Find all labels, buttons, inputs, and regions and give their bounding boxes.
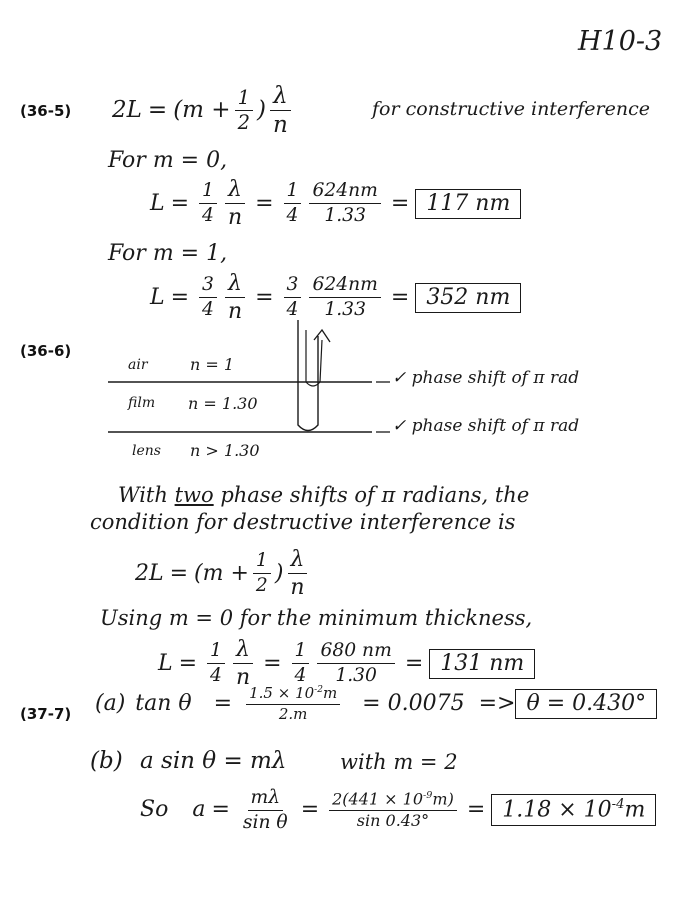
reflected-ray-outer bbox=[306, 330, 322, 386]
equals: = bbox=[170, 284, 190, 310]
tan-fraction: $\frac{1.5 \times 10^{-2}m}{2.m}$ bbox=[246, 686, 340, 723]
destructive-text-line1: With two phase shifts of π radians, the bbox=[118, 483, 530, 507]
lambda-over-n: $\frac{\lambda}{n}$ bbox=[225, 178, 245, 229]
using-m0-text: Using m = 0 for the minimum thickness, bbox=[100, 606, 533, 630]
var-L: L bbox=[150, 190, 165, 216]
equation-destructive: 2L = (m + $\frac{1}{2}$ ) $\frac{\lambda}{n}$ bbox=[135, 548, 312, 599]
three-quarter-fraction: $\frac{3}{4}$ bbox=[199, 275, 217, 319]
quarter-fraction: $\frac{1}{4}$ bbox=[207, 641, 225, 685]
m0-label: For m = 0, bbox=[108, 148, 228, 173]
wavelength-fraction: $\frac{624nm}{1.33}$ bbox=[309, 181, 380, 225]
three-quarter-fraction: $\frac{3}{4}$ bbox=[284, 275, 302, 319]
answer-box-36-6: 131 nm bbox=[429, 649, 535, 679]
layer-lens-index: n > 1.30 bbox=[190, 441, 260, 460]
part-a-label: (a) bbox=[95, 691, 126, 717]
equals: = bbox=[390, 284, 410, 310]
lambda-over-n: $\frac{\lambda}{n}$ bbox=[270, 84, 291, 137]
problem-label-36-5: (36-5) bbox=[20, 102, 72, 120]
lambda-over-n: $\frac{\lambda}{n}$ bbox=[233, 638, 253, 689]
constructive-note: for constructive interference bbox=[372, 98, 650, 120]
equals: = bbox=[170, 190, 190, 216]
equation-m0 bbox=[150, 178, 521, 229]
quarter-fraction: $\frac{1}{4}$ bbox=[284, 181, 302, 225]
reflected-ray-inner bbox=[298, 320, 318, 431]
eq-equals: = bbox=[147, 97, 168, 124]
part-b-label: (b) bbox=[90, 748, 123, 774]
half-fraction: $\frac{1}{2}$ bbox=[235, 88, 253, 134]
equation-part-b: So a = $\frac{m\lambda}{\text{sin θ}}$ = $\frac{2(441 \times 10^{-9}m)}{\sin 0.43^\circ}$ = $1.18 \times 10^{-4}m$ bbox=[140, 788, 656, 832]
lambda-over-n: $\frac{\lambda}{n}$ bbox=[225, 272, 245, 323]
answer-box-m0: 117 nm bbox=[415, 189, 521, 219]
page-id: H10-3 bbox=[578, 26, 663, 57]
numeric-fraction: $\frac{2(441 \times 10^{-9}m)}{\sin 0.43^\circ}$ bbox=[329, 791, 457, 830]
layer-film-name: film bbox=[128, 395, 156, 411]
equals: = bbox=[255, 284, 274, 310]
m-lambda-over-sin: $\frac{m\lambda}{\text{sin θ}}$ bbox=[242, 787, 288, 833]
phase-shift-note-bottom: ✓ phase shift of π rad bbox=[392, 416, 580, 436]
destructive-text-line2: condition for destructive interference is bbox=[90, 510, 516, 534]
quarter-fraction: $\frac{1}{4}$ bbox=[199, 181, 217, 225]
answer-box-part-a: θ = 0.430° bbox=[515, 689, 657, 719]
equals: = bbox=[255, 190, 274, 216]
eq-close: ) bbox=[257, 97, 266, 124]
eq-lhs: 2L bbox=[112, 97, 142, 124]
layer-air-index: n = 1 bbox=[190, 355, 235, 374]
m1-label: For m = 1, bbox=[108, 241, 228, 266]
answer-box-m1: 352 nm bbox=[415, 283, 521, 313]
equation-constructive bbox=[112, 84, 295, 137]
equation-part-a: (a) tan θ = $\frac{1.5 \times 10^{-2}m}{2.m}$ = 0.0075 => θ = 0.430° bbox=[95, 686, 657, 723]
emphasis-two: two bbox=[174, 483, 214, 507]
phase-shift-note-top: ✓ phase shift of π rad bbox=[392, 368, 580, 388]
problem-label-37-7: (37-7) bbox=[20, 705, 72, 723]
equation-min-thickness: L = $\frac{1}{4}$ $\frac{\lambda}{n}$ = $\frac{1}{4}$ $\frac{680 nm}{1.30}$ = 131 nm bbox=[158, 638, 535, 689]
problem-label-36-6: (36-6) bbox=[20, 342, 72, 360]
var-L: L bbox=[150, 284, 165, 310]
layer-film-index: n = 1.30 bbox=[188, 394, 258, 413]
answer-box-part-b: $1.18 \times 10^{-4}m$ bbox=[491, 794, 656, 825]
wavelength-fraction: $\frac{680 nm}{1.30}$ bbox=[317, 641, 394, 685]
layer-air-name: air bbox=[128, 357, 148, 373]
quarter-fraction: $\frac{1}{4}$ bbox=[292, 641, 310, 685]
half-fraction: $\frac{1}{2}$ bbox=[253, 551, 271, 595]
order-note: with m = 2 bbox=[340, 750, 458, 774]
lambda-over-n: $\frac{\lambda}{n}$ bbox=[287, 548, 307, 599]
equals: = bbox=[390, 190, 410, 216]
single-slit-equation: a sin θ = mλ bbox=[140, 748, 287, 774]
eq-paren: (m + bbox=[173, 97, 231, 124]
layer-lens-name: lens bbox=[132, 443, 161, 459]
wavelength-fraction: $\frac{624nm}{1.33}$ bbox=[309, 275, 380, 319]
